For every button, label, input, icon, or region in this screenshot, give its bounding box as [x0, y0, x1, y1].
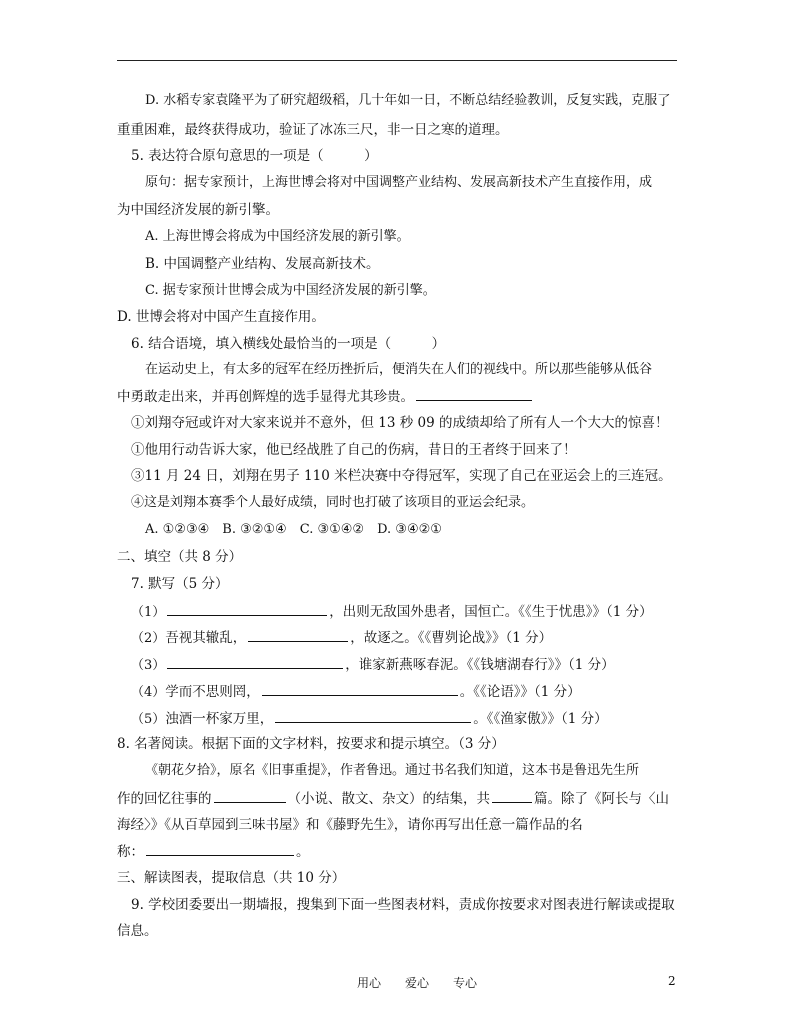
q5-option-a: A. 上海世博会将成为中国经济发展的新引擎。 [145, 229, 410, 244]
q7-line-2: （2）吾视其辙乱， ，故逐之。《《曹刿论战》》（1 分） [131, 630, 553, 646]
q6-sentence-4: ④这是刘翔本赛季个人最好成绩，同时也打破了该项目的亚运会纪录。 [131, 495, 535, 510]
section-2-title: 二、填空（共 8 分） [117, 549, 243, 565]
q4-option-d-line2: 重重困难，最终获得成功，验证了冰冻三尺，非一日之寒的道理。 [117, 122, 509, 138]
q8-line-1: 《朝花夕拾》，原名《旧事重提》，作者鲁迅。通过书名我们知道，这本书是鲁迅先生所 [145, 763, 640, 778]
q6-sentence-2: ①他用行动告诉大家，他已经战胜了自己的伤病，昔日的王者终于回来了！ [131, 442, 577, 458]
q8-blank-title[interactable] [146, 842, 294, 856]
q6-sentence-3: ③11 月 24 日，刘翔在男子 110 米栏决赛中夺得冠军，实现了自己在亚运会上的三连冠。 [131, 468, 672, 484]
q4-option-d-line1: D. 水稻专家袁隆平为了研究超级稻，几十年如一日，不断总结经验教训，反复实践，克服 [145, 93, 658, 108]
header-rule [117, 60, 677, 61]
q8-line-3: 海经〉》《从百草园到三味书屋》和《藤野先生》，请你再写出任意一篇作品的名 [117, 817, 583, 833]
q6-stem: 6. 结合语境，填入横线处最恰当的一项是（ ） [131, 336, 446, 352]
q7-line-4: （4）学而不思则罔， 。《《论语》》（1 分） [131, 684, 581, 700]
q8-stem: 8. 名著阅读。根据下面的文字材料，按要求和提示填空。（3 分） [117, 736, 505, 752]
q6-blank[interactable] [416, 387, 532, 401]
q5-stem: 5. 表达符合原句意思的一项是（ ） [131, 148, 378, 164]
q5-original-line1: 原句：据专家预计，上海世博会将对中国调整产业结构、发展高新技术产生直接作用，成 [145, 175, 653, 190]
q7-line-3: （3） ，谁家新燕啄春泥。《《钱塘湖春行》》（1 分） [131, 657, 615, 673]
q6-context-line1: 在运动史上，有太多的冠军在经历挫折后，便消失在人们的视线中。所以那些能够从低谷 [145, 362, 653, 377]
footer-motto: 用心 爱心 专心 [357, 976, 478, 990]
q8-blank-count[interactable] [492, 789, 532, 803]
q7-line-5: （5）浊酒一杯家万里， 。《《渔家傲》》（1 分） [131, 711, 608, 727]
q5-original-line2: 为中国经济发展的新引擎。 [117, 202, 279, 218]
q6-context-line2: 中勇敢走出来，并再创辉煌的选手显得尤其珍贵。 [117, 387, 534, 406]
q6-options: A. ①②③④ B. ③②①④ C. ③①④② D. ③④②① [145, 522, 442, 537]
q7-blank-1[interactable] [167, 602, 327, 616]
q8-blank-genre[interactable] [214, 789, 286, 803]
q7-blank-2[interactable] [248, 628, 348, 642]
q9-line-1: 9. 学校团委要出一期墙报，搜集到下面一些图表材料，责成你按要求对图表进行解读或提取 [131, 897, 675, 913]
q5-option-b: B. 中国调整产业结构、发展高新技术。 [145, 256, 380, 272]
q8-line-4: 称： 。 [117, 844, 310, 860]
q8-line-2: 作的回忆往事的 （小说、散文、杂文）的结集，共 篇。除了《阿长与〈山 [117, 791, 669, 807]
page-number: 2 [668, 974, 676, 988]
q4-option-d-tail: 了 [657, 93, 671, 109]
q7-blank-4[interactable] [262, 682, 458, 696]
q7-blank-5[interactable] [275, 709, 471, 723]
q5-option-c: C. 据专家预计世博会成为中国经济发展的新引擎。 [145, 283, 436, 298]
q7-blank-3[interactable] [167, 655, 343, 669]
q9-line-2: 信息。 [117, 923, 158, 939]
q7-line-1: （1） ，出则无敌国外患者，国恒亡。《《生于忧患》》（1 分） [131, 604, 653, 620]
q7-stem: 7. 默写（5 分） [131, 576, 229, 592]
q5-option-d: D. 世博会将对中国产生直接作用。 [117, 309, 325, 325]
section-3-title: 三、解读图表，提取信息（共 10 分） [117, 870, 346, 886]
q6-sentence-1: ①刘翔夺冠或许对大家来说并不意外，但 13 秒 09 的成绩却给了所有人一个大大的惊喜！ [131, 415, 669, 431]
